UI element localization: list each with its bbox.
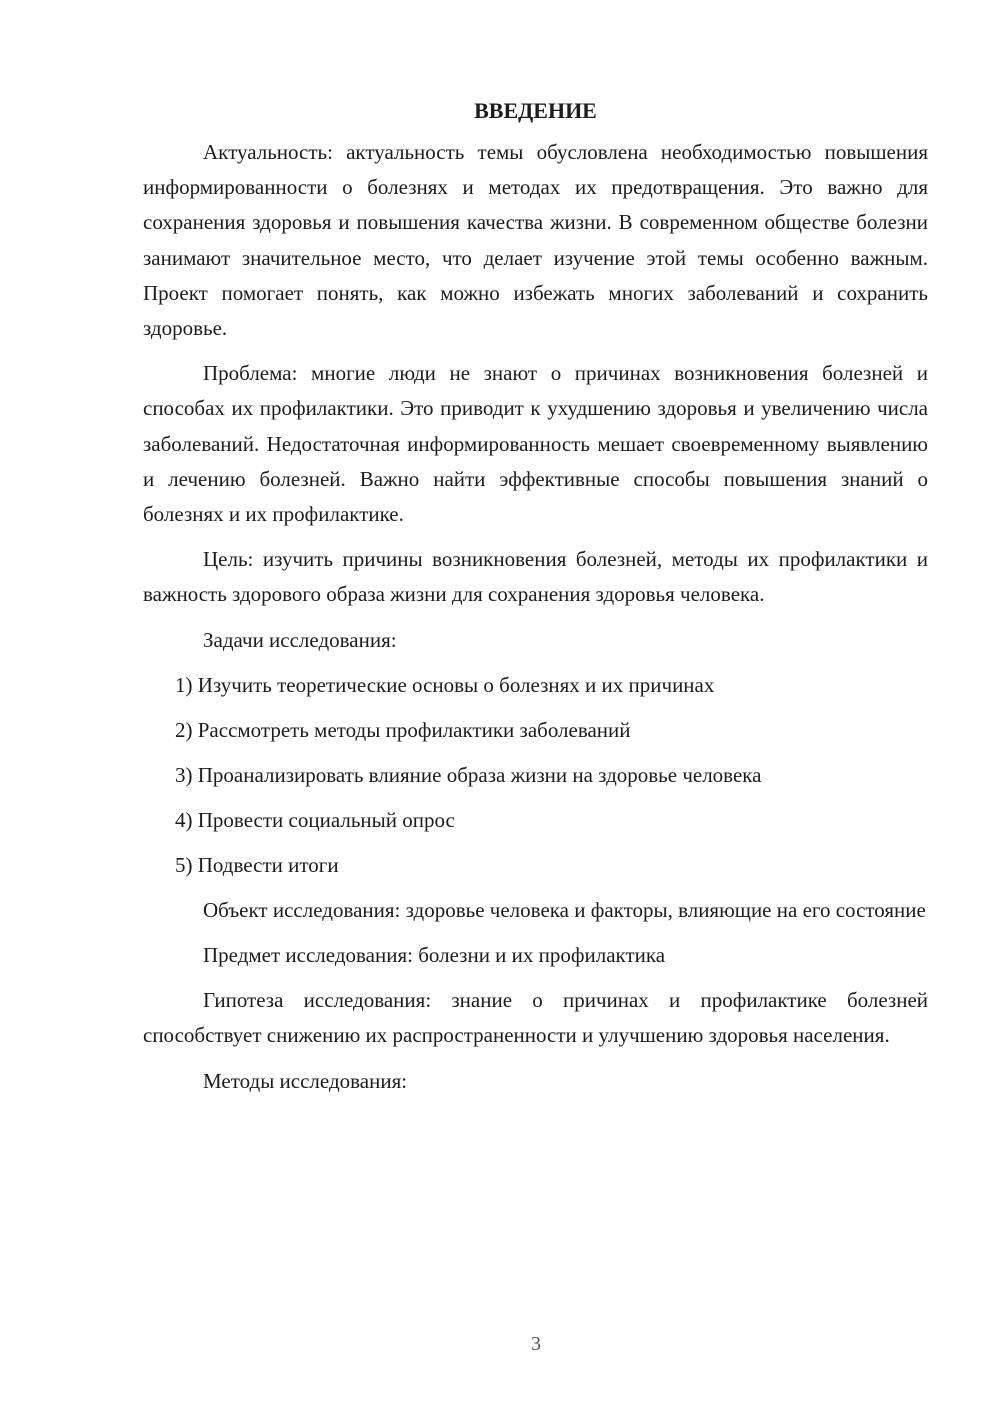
- task-item: 5) Подвести итоги: [175, 852, 339, 877]
- page-number: 3: [531, 1333, 541, 1355]
- task-item: 4) Провести социальный опрос: [175, 807, 455, 832]
- problem-paragraph: Проблема: многие люди не знают о причинах возникновения болезней и способах их профилактики. Это приводит к ухудшению здоровья и увеличению числа заболеваний. Недостаточная информированность мешает своевременному выявлению и лечению болезней. Важно найти эффективные способы повышения знаний о болезнях и их профилактике.: [143, 361, 928, 527]
- task-item: 1) Изучить теоретические основы о болезнях и их причинах: [175, 672, 715, 697]
- tasks-list: [143, 668, 928, 883]
- subject-paragraph: Предмет исследования: болезни и их профилактика: [203, 943, 666, 968]
- goal-paragraph: Цель: изучить причины возникновения болезней, методы их профилактики и важность здорового образа жизни для сохранения здоровья человека.: [143, 547, 928, 607]
- hypothesis-paragraph: Гипотеза исследования: знание о причинах и профилактике болезней способствует снижению их распространенности и улучшению здоровья населения.: [143, 988, 928, 1048]
- task-item: 2) Рассмотреть методы профилактики заболеваний: [175, 717, 631, 742]
- section-heading: ВВЕДЕНИЕ: [474, 98, 597, 123]
- document-page: [143, 93, 928, 1109]
- relevance-paragraph: Актуальность: актуальность темы обусловлена необходимостью повышения информированности о болезнях и методах их предотвращения. Это важно для сохранения здоровья и повышения качества жизни. В современном обществе болезни занимают значительное место, что делает изучение этой темы особенно важным. Проект помогает понять, как можно избежать многих заболеваний и сохранить здоровье.: [143, 140, 928, 341]
- methods-title: Методы исследования:: [203, 1068, 408, 1093]
- object-paragraph: Объект исследования: здоровье человека и факторы, влияющие на его состояние: [203, 897, 926, 922]
- tasks-title: Задачи исследования:: [203, 627, 397, 652]
- task-item: 3) Проанализировать влияние образа жизни на здоровье человека: [175, 762, 762, 787]
